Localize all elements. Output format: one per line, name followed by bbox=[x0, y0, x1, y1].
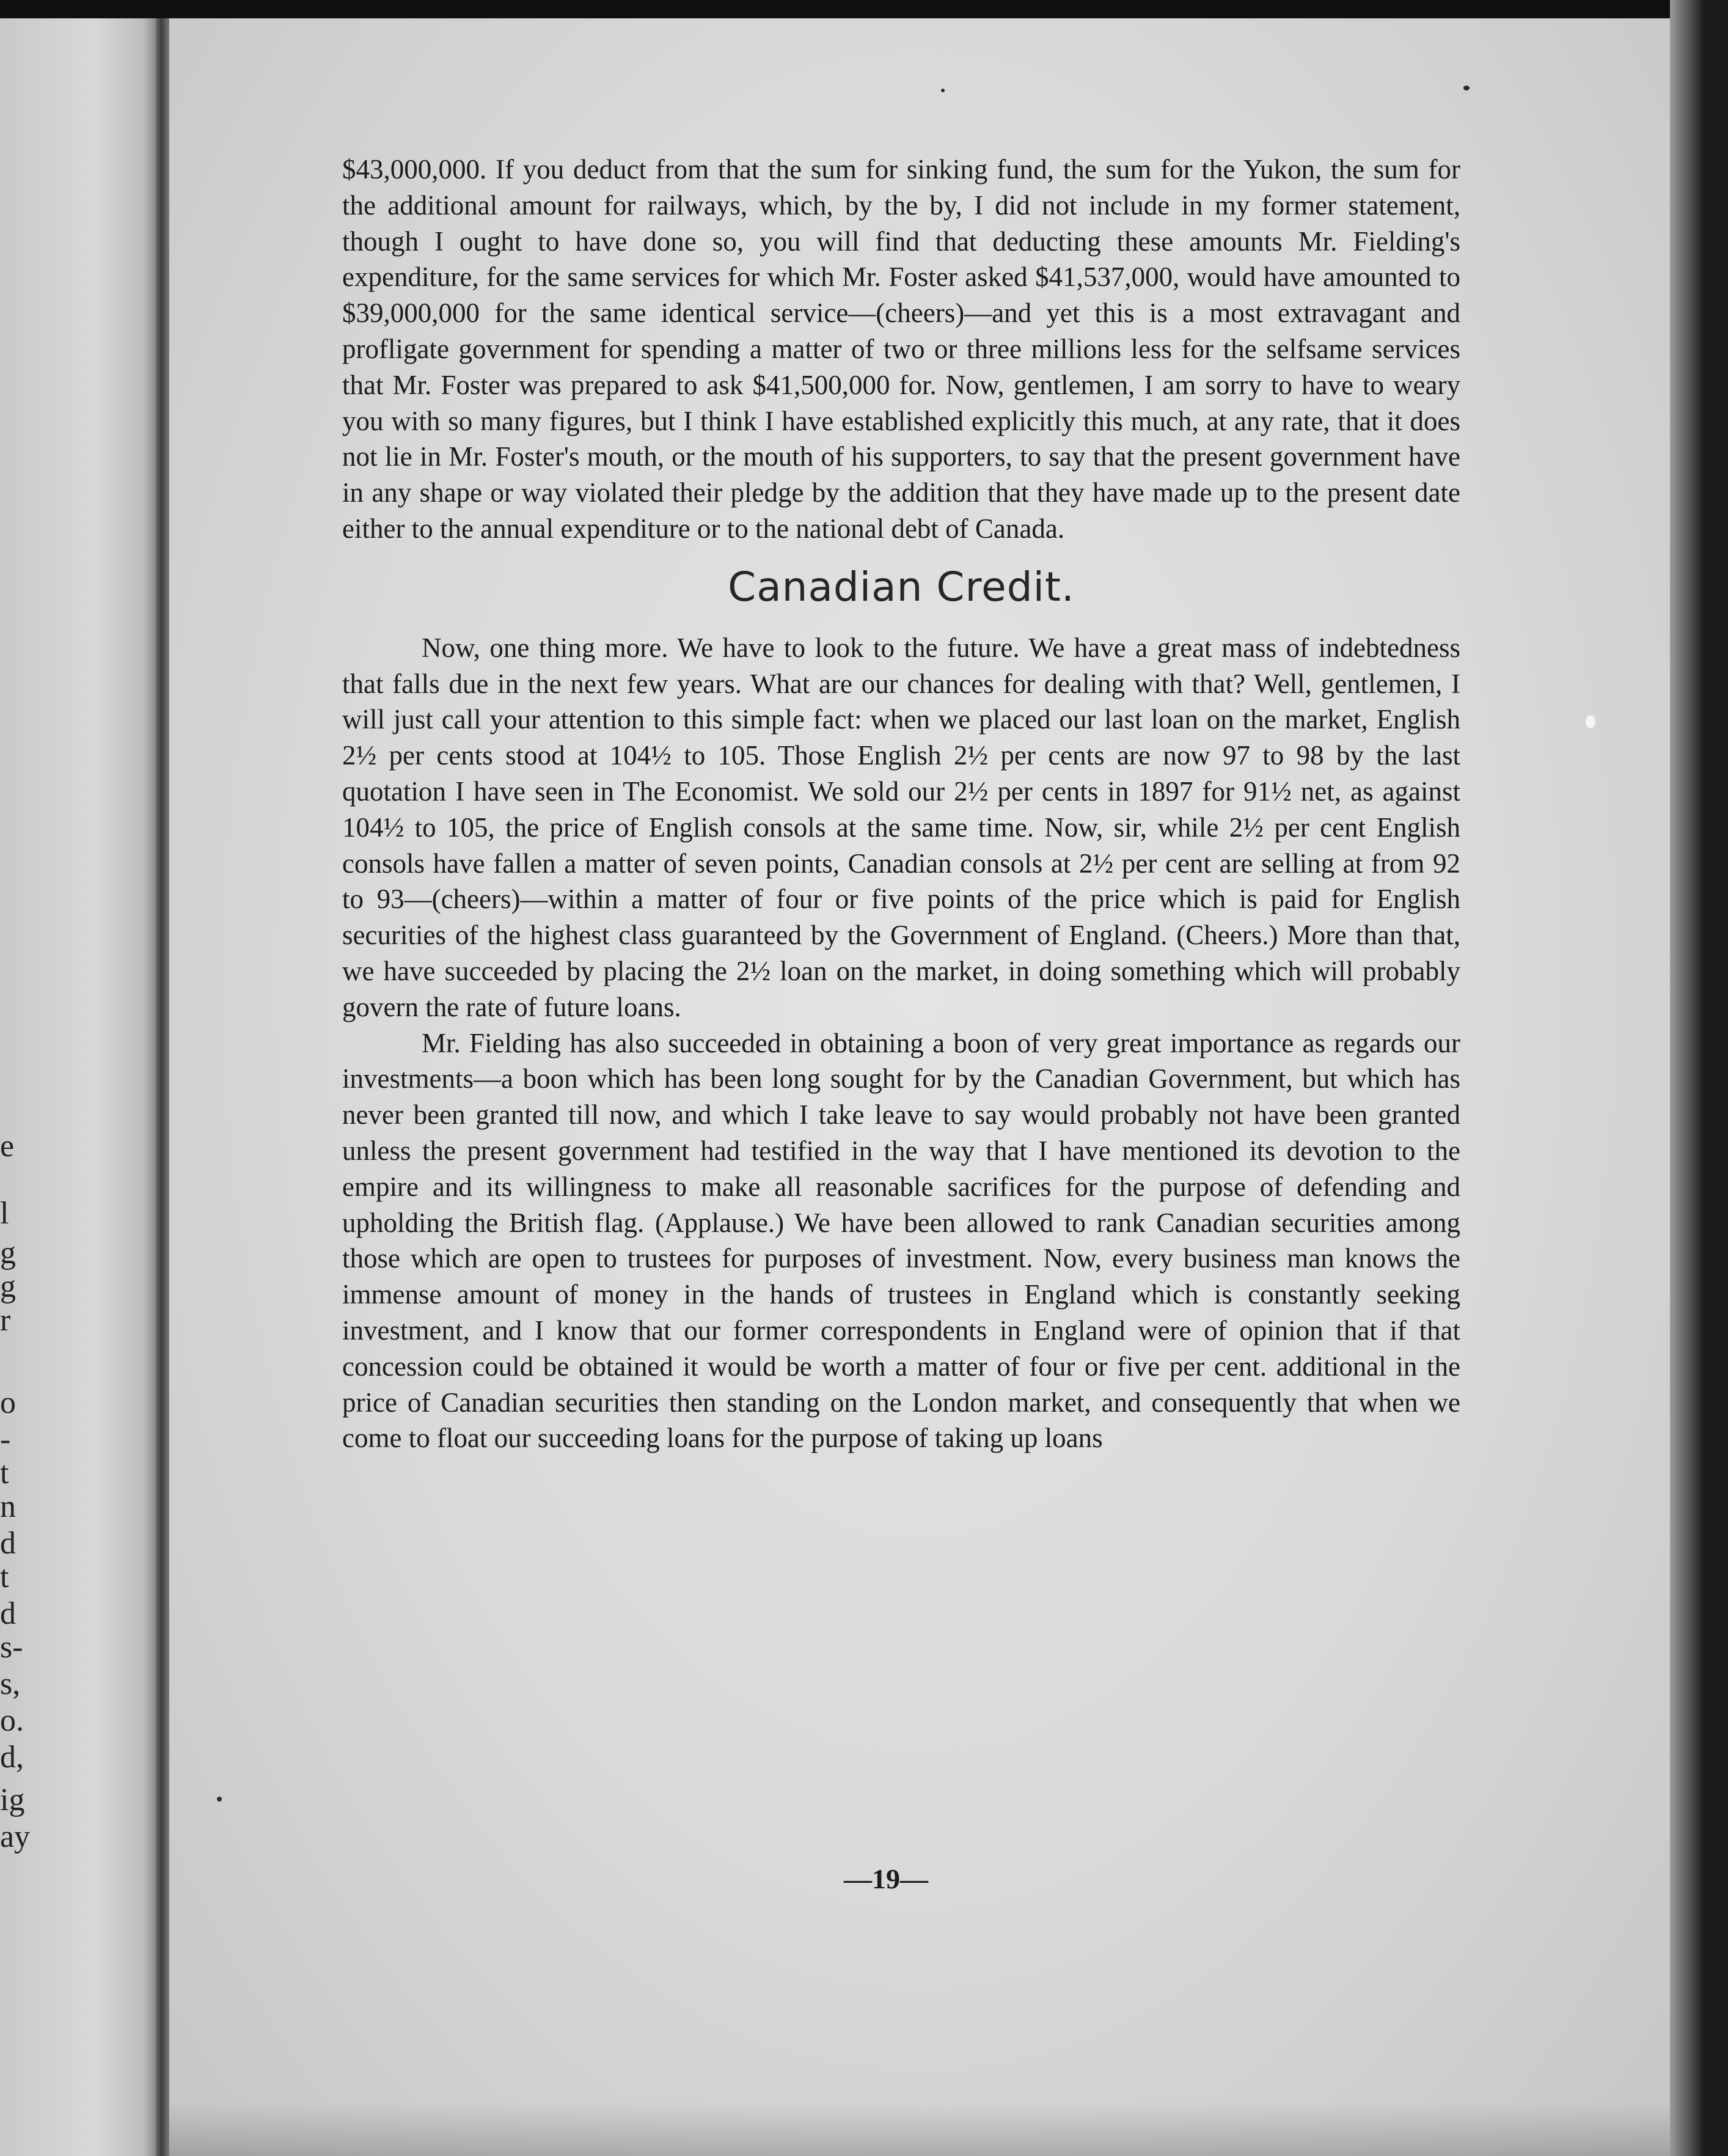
page-number: —19— bbox=[844, 1863, 928, 1894]
fragment-5: r bbox=[0, 1303, 11, 1338]
paper-speck bbox=[217, 1797, 222, 1802]
fragment-7: - bbox=[0, 1422, 11, 1457]
paragraph-trustee-securities: Mr. Fielding has also succeeded in obtaining a boon of very great importance as regards our investments—a boon which has been long sought for by the Canadian Government, but which has never been granted till now, and which I take leave to say would probably not have been granted unless the present government had testified in the way that I have mentioned its devotion to the empire and its willingness to make all reasonable sacrifices for the purpose of defending and upholding the British flag. (Applause.) We have been allowed to rank Canadian securities among those which are open to trustees for purposes of investment. Now, every business man knows the immense amount of money in the hands of trustees in England which is constantly seeking investment, and I know that our former correspondents in England were of opinion that if that concession could be obtained it would be worth a matter of four or five per cent. additional in the price of Canadian securities then standing on the London market, and consequently that when we come to float our succeeding loans for the purpose of taking up loans bbox=[342, 1027, 1460, 1454]
fragment-1: e bbox=[0, 1129, 15, 1164]
fragment-9: n bbox=[0, 1489, 16, 1524]
fragment-10: d bbox=[0, 1526, 16, 1561]
fragment-12: d bbox=[0, 1596, 16, 1631]
paragraph-deduction: $43,000,000. If you deduct from that the sum for sinking fund, the sum for the Yukon, the sum for the additional amount for railways, which, by the by, I did not include in my former statement, though I ought to have done so, you will find that deducting these amounts Mr. Fielding's expenditure, for the same services for which Mr. Foster asked $41,537,000, would have amounted to $39,000,000 for the same identical service—(cheers)—and yet this is a most extravagant and profligate government for spending a matter of two or three millions less for the selfsame services that Mr. Foster was prepared to ask $41,500,000 for. Now, gentlemen, I am sorry to have to weary you with so many figures, but I think I have established explicitly this much, at any rate, that it does not lie in Mr. Foster's mouth, or the mouth of his supporters, to say that the present government have in any shape or way violated their pledge by the addition that they have made up to the present date either to the annual expenditure or to the national debt of Canada. bbox=[342, 154, 1460, 544]
fragment-16: d, bbox=[0, 1740, 24, 1775]
page-gutter bbox=[156, 18, 169, 2156]
fragment-14: s, bbox=[0, 1667, 21, 1701]
paragraph-future-indebtedness: Now, one thing more. We have to look to the future. We have a great mass of indebtedness that falls due in the next few years. What are our chances for dealing with that? Well, gentlemen, I will just call your attention to this simple fact: when we placed our last loan on the market, English 2½ per cents stood at 104½ to 105. Those English 2½ per cents are now 97 to 98 by the last quotation I have seen in The Economist. We sold our 2½ per cents in 1897 for 91½ net, as against 104½ to 105, the price of English consols at the same time. Now, sir, while 2½ per cent English consols have fallen a matter of seven points, Canadian consols at 2½ per cent are selling at from 92 to 93—(cheers)—within a matter of four or five points of the price which is paid for English securities of the highest class guaranteed by the Government of England. (Cheers.) More than that, we have succeeded by placing the 2½ loan on the market, in doing something which will probably govern the rate of future loans. bbox=[342, 632, 1460, 1022]
paper-speck bbox=[941, 89, 945, 92]
fragment-6: o bbox=[0, 1385, 16, 1420]
page-bottom-shadow bbox=[169, 2102, 1670, 2156]
fragment-8: t bbox=[0, 1456, 9, 1491]
section-heading: Canadian Credit. bbox=[728, 563, 1075, 610]
fragment-11: t bbox=[0, 1560, 9, 1594]
fragment-2: l bbox=[0, 1196, 9, 1231]
fragment-18: ay bbox=[0, 1819, 31, 1854]
fragment-3: g bbox=[0, 1236, 16, 1270]
paper-speck bbox=[1463, 86, 1470, 90]
scan-border-right bbox=[1670, 0, 1728, 2156]
page-body bbox=[342, 152, 1460, 1456]
fragment-15: o. bbox=[0, 1703, 24, 1738]
fragment-17: ig bbox=[0, 1783, 25, 1817]
fragment-4: g bbox=[0, 1269, 16, 1304]
left-page-edge bbox=[0, 18, 156, 2156]
fragment-13: s- bbox=[0, 1630, 23, 1665]
left-page-text-fragments bbox=[0, 18, 156, 2156]
scan-border-top bbox=[0, 0, 1728, 18]
paper-speck bbox=[1586, 715, 1595, 728]
